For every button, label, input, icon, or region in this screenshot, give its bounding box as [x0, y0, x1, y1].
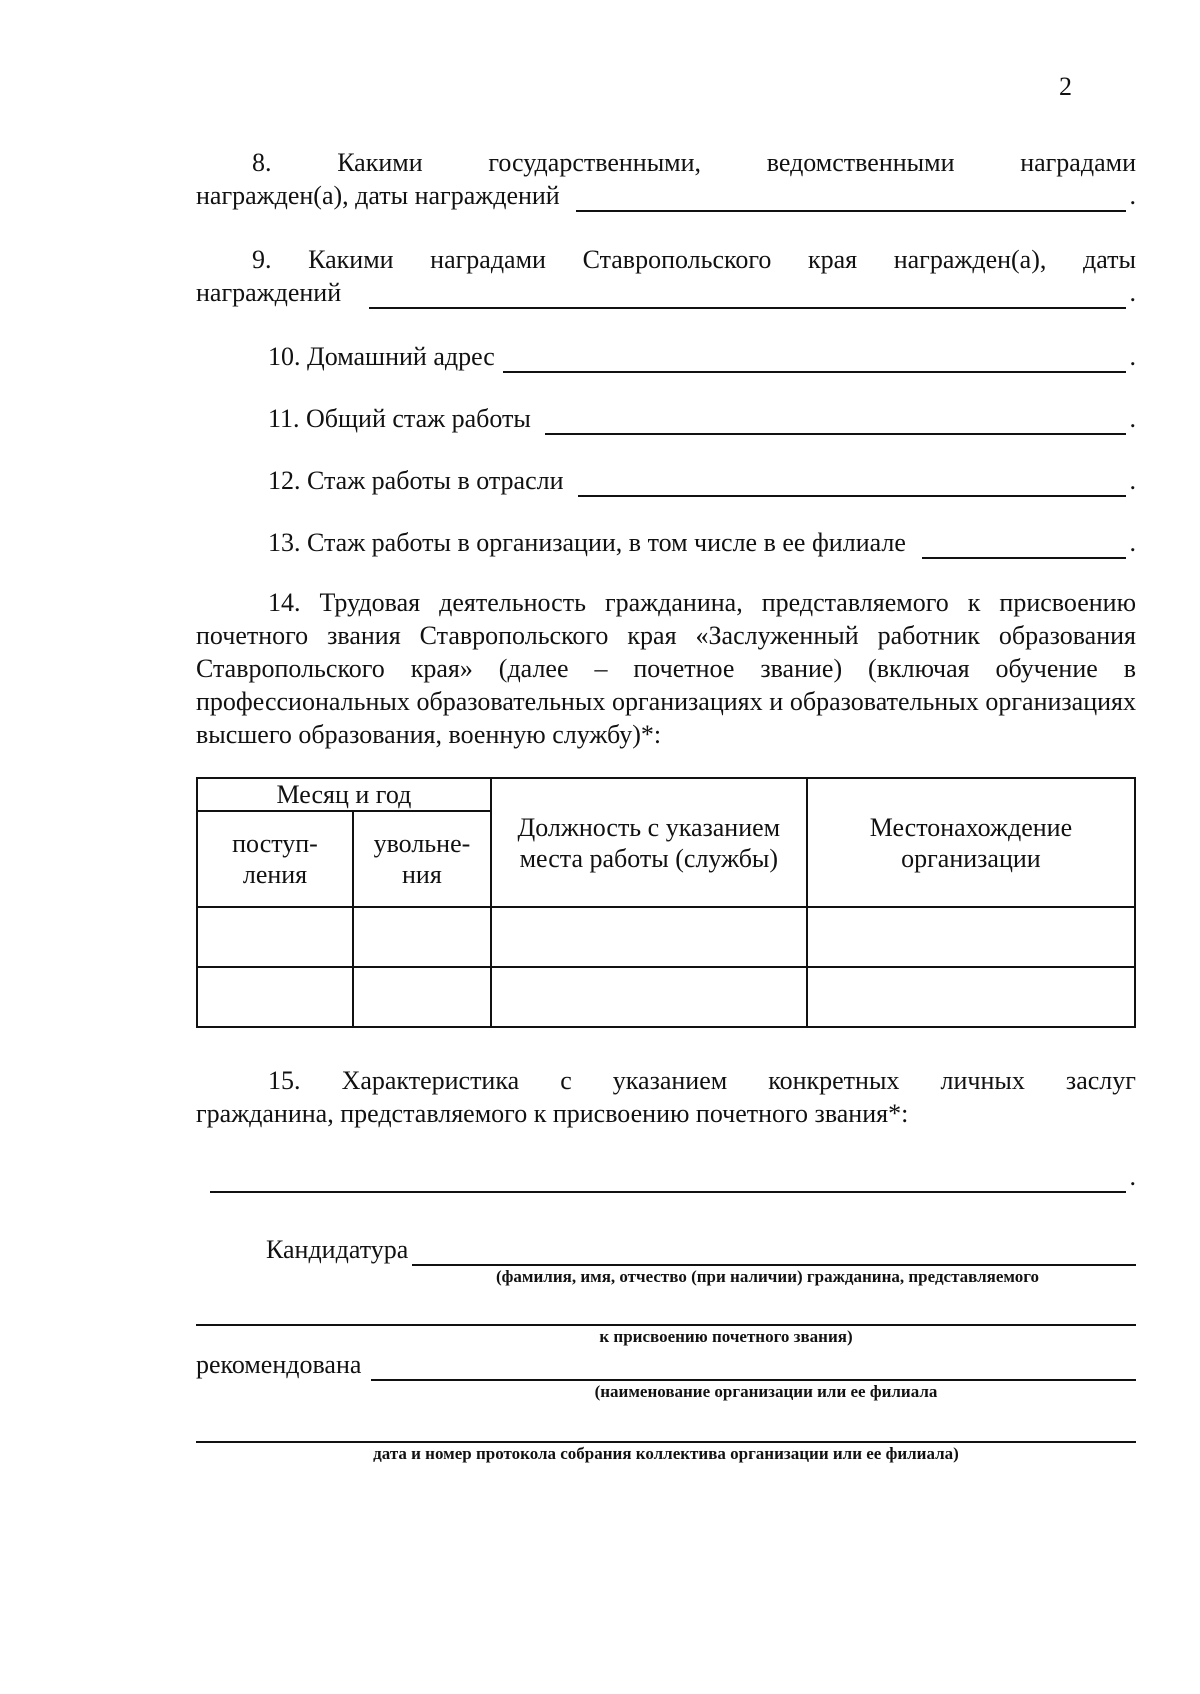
item-15	[196, 1064, 1136, 1193]
item-15-text: гражданина, представляемого к присвоению почетного звания*:	[196, 1099, 909, 1128]
candidate-continuation-blank[interactable]	[196, 1300, 1136, 1326]
period: .	[1129, 466, 1136, 495]
table-cell[interactable]	[491, 967, 807, 1027]
item-13-text: 13. Стаж работы в организации, в том числе в ее филиале	[268, 528, 906, 557]
table-cell[interactable]	[807, 967, 1135, 1027]
item-10	[196, 340, 1136, 373]
item-9-word: даты	[1083, 245, 1136, 274]
admission-header: поступ- ления	[197, 811, 353, 907]
item-8-text: награжден(а), даты награждений	[196, 181, 560, 210]
item-9	[196, 243, 1136, 309]
item-15-word: указанием	[612, 1066, 728, 1095]
period: .	[1129, 342, 1136, 371]
item-10-text: 10. Домашний адрес	[268, 342, 495, 371]
period: .	[1129, 1162, 1136, 1191]
period: .	[1129, 278, 1136, 307]
table-cell[interactable]	[491, 907, 807, 967]
item-9-word: награжден(а),	[893, 245, 1047, 274]
organization-caption: (наименование организации или ее филиала	[594, 1382, 938, 1401]
location-header: Местонахождение организации	[807, 778, 1135, 907]
protocol-blank[interactable]	[196, 1417, 1136, 1443]
period: .	[1129, 404, 1136, 433]
characteristic-blank[interactable]	[210, 1165, 1126, 1193]
item-8-line-1	[196, 146, 1136, 179]
item-12-text: 12. Стаж работы в отрасли	[268, 466, 564, 495]
table-row	[197, 967, 1135, 1027]
employment-table	[196, 777, 1136, 1028]
item-15-word: заслуг	[1065, 1066, 1136, 1095]
item-15-number: 15.	[268, 1066, 301, 1095]
item-15-word: конкретных	[768, 1066, 900, 1095]
item-9-line-2	[196, 276, 1136, 309]
month-year-header: Месяц и год	[197, 778, 491, 811]
item-15-word: личных	[940, 1066, 1025, 1095]
table-cell[interactable]	[807, 907, 1135, 967]
item-15-line-1	[196, 1064, 1136, 1097]
item-9-text: награждений	[196, 278, 342, 307]
organization-experience-blank[interactable]	[922, 531, 1126, 559]
recommended-row	[196, 1348, 1136, 1381]
candidacy-row	[196, 1233, 1136, 1266]
candidacy-blank[interactable]	[412, 1238, 1136, 1266]
recommended-blank[interactable]	[371, 1353, 1136, 1381]
characteristic-line	[196, 1160, 1136, 1193]
home-address-blank[interactable]	[503, 345, 1126, 373]
award-caption: к присвоению почетного звания)	[599, 1327, 853, 1346]
item-14: 14. Трудовая деятельность гражданина, представляемого к присвоению почетного звания Ставропольского края «Заслуженный работник образования Ставропольского края» (далее – почетное звание) (включая обучение в профессиональных образовательных организациях и образовательных организациях высшего образования, военную службу)*:	[196, 588, 1136, 749]
item-9-line-1	[196, 243, 1136, 276]
candidate-caption: (фамилия, имя, отчество (при наличии) гражданина, представляемого	[496, 1267, 1040, 1286]
item-9-word: наградами	[430, 245, 546, 274]
item-8-line-2	[196, 179, 1136, 212]
candidacy-label: Кандидатура	[266, 1235, 409, 1264]
item-15-word: Характеристика	[341, 1066, 520, 1095]
position-header: Должность с указанием места работы (службы)	[491, 778, 807, 907]
table-cell[interactable]	[197, 907, 353, 967]
table-cell[interactable]	[353, 967, 491, 1027]
item-8-number: 8.	[252, 148, 272, 177]
form-document	[196, 146, 1136, 1465]
item-12	[196, 464, 1136, 497]
period: .	[1129, 528, 1136, 557]
dismissal-header: увольне- ния	[353, 811, 491, 907]
item-11	[196, 402, 1136, 435]
recommended-label: рекомендована	[196, 1350, 362, 1379]
item-8-word: ведомственными	[766, 148, 955, 177]
item-13	[196, 526, 1136, 559]
period: .	[1129, 181, 1136, 210]
item-9-number: 9.	[252, 245, 272, 274]
awards-blank[interactable]	[576, 184, 1126, 212]
item-9-word: Какими	[308, 245, 394, 274]
table-cell[interactable]	[197, 967, 353, 1027]
item-15-word: с	[560, 1066, 572, 1095]
regional-awards-blank[interactable]	[369, 281, 1125, 309]
item-8-word: государственными,	[488, 148, 702, 177]
item-9-word: Ставропольского	[582, 245, 772, 274]
protocol-caption: дата и номер протокола собрания коллектива организации или ее филиала)	[373, 1444, 959, 1463]
item-8-word: наградами	[1020, 148, 1136, 177]
table-cell[interactable]	[353, 907, 491, 967]
item-8-word: Какими	[337, 148, 423, 177]
item-11-text: 11. Общий стаж работы	[268, 404, 531, 433]
item-8	[196, 146, 1136, 212]
table-row	[197, 907, 1135, 967]
total-experience-blank[interactable]	[545, 407, 1126, 435]
signature-block	[196, 1233, 1136, 1465]
page-number: 2	[1059, 72, 1072, 101]
item-9-word: края	[807, 245, 858, 274]
industry-experience-blank[interactable]	[578, 469, 1126, 497]
